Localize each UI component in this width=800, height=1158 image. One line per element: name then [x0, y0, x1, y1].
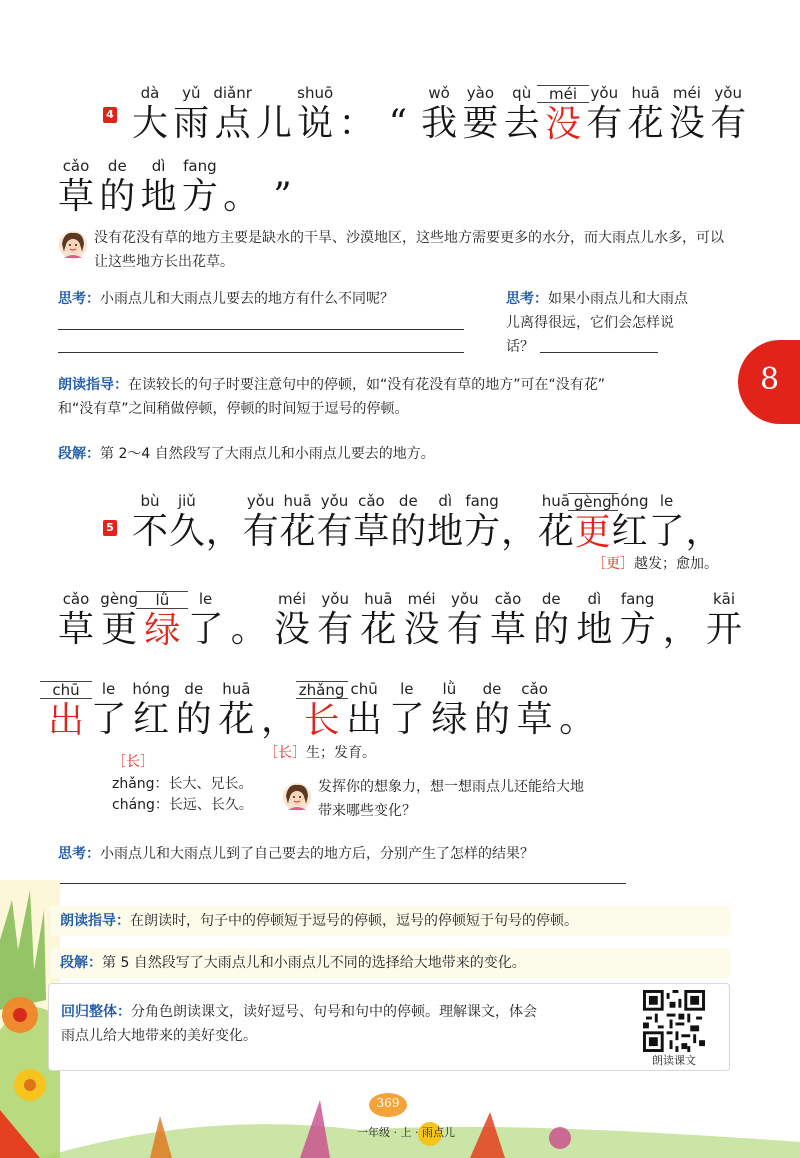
- pinyin: gèng: [100, 590, 139, 608]
- think-label: 思考：: [58, 846, 100, 862]
- hanzi: 雨: [173, 103, 210, 144]
- qr-caption: 朗读课文: [652, 1054, 696, 1067]
- hanzi: ，: [260, 699, 297, 740]
- hanzi: 花: [627, 103, 664, 144]
- pinyin: yǒu: [451, 590, 479, 608]
- girl-avatar-icon: [58, 230, 88, 260]
- polyphone-line: zhǎng：长大、兄长。: [112, 776, 253, 792]
- hanzi: 方: [181, 176, 218, 217]
- qr-code-icon[interactable]: [643, 990, 705, 1052]
- pinyin: fang: [183, 157, 217, 175]
- hanzi: 大: [131, 103, 168, 144]
- pinyin: méi: [407, 590, 436, 608]
- imagine-prompt: [318, 775, 584, 823]
- think-label: 思考：: [506, 291, 548, 307]
- pinyin: de: [482, 680, 502, 698]
- note-paragraph4: 没有花没有草的地方主要是缺水的干旱、沙漠地区，这些地方需要更多的水分，而大雨点儿水多，可以让这些地方长出花草。: [94, 230, 724, 270]
- gloss-tag: ［更］: [592, 556, 634, 572]
- reading-guide-label: 朗读指导：: [58, 377, 128, 393]
- girl-avatar-icon: [282, 782, 312, 812]
- segment-text: 第 2～4 自然段写了大雨点儿和小雨点儿要去的地方。: [100, 446, 435, 462]
- gloss-text: 生；发育。: [306, 745, 376, 761]
- hanzi: 更: [574, 512, 611, 553]
- hanzi: 绿: [431, 699, 468, 740]
- pinyin: kāi: [712, 590, 736, 608]
- hanzi: 的: [473, 699, 510, 740]
- pinyin: yǒu: [246, 492, 275, 510]
- pinyin: yǒu: [321, 590, 349, 608]
- summary-line: 分角色朗读课文，读好逗号、句号和句中的停顿。理解课文，体会: [131, 1004, 537, 1020]
- gloss-zhang: [264, 741, 376, 765]
- lesson-number-tab: 8: [738, 340, 800, 424]
- pinyin: gèng: [568, 493, 618, 511]
- pinyin: bù: [140, 492, 160, 510]
- pinyin: hóng: [610, 492, 649, 510]
- pinyin: cǎo: [521, 680, 548, 698]
- hanzi: 长: [303, 700, 340, 741]
- pinyin: yǔ: [182, 84, 201, 102]
- pinyin: fang: [465, 492, 499, 510]
- segment-summary-1: [58, 442, 435, 466]
- footer-title: 一年级 · 上 · 雨点儿: [357, 1126, 455, 1139]
- reading-guide-text: 在读较长的句子时要注意句中的停顿，如“没有花没有草的地方”可在“没有花”: [128, 377, 606, 393]
- hanzi: 花: [360, 609, 397, 650]
- pinyin: le: [659, 492, 674, 510]
- hanzi: 的: [99, 176, 136, 217]
- hanzi: 有: [710, 103, 747, 144]
- hanzi: 草: [489, 609, 526, 650]
- hanzi: 绿: [144, 610, 181, 651]
- hanzi: 草: [516, 699, 553, 740]
- hanzi: 的: [390, 511, 427, 552]
- pinyin: méi: [672, 84, 701, 102]
- page-number: 369: [376, 1096, 400, 1110]
- hanzi: 地: [576, 609, 613, 650]
- think-text: 话？: [506, 339, 534, 355]
- hanzi: 有: [317, 609, 354, 650]
- pinyin: [677, 492, 731, 510]
- pinyin: diǎnr: [213, 84, 252, 102]
- hanzi: 出: [47, 700, 84, 741]
- pinyin: dì: [587, 590, 602, 608]
- hanzi: 我: [421, 103, 458, 144]
- hanzi: 草: [353, 511, 390, 552]
- pinyin: lǜ: [442, 680, 457, 698]
- segment-summary-2-box: [50, 948, 730, 978]
- hanzi: 了: [648, 511, 685, 552]
- hanzi: 的: [533, 609, 570, 650]
- pinyin: yào: [466, 84, 495, 102]
- hanzi: 没: [273, 609, 310, 650]
- pinyin: cǎo: [62, 157, 90, 175]
- pinyin: de: [107, 157, 127, 175]
- paragraph-number-4: 4: [103, 107, 117, 123]
- pinyin: cǎo: [358, 492, 385, 510]
- hanzi: 久: [168, 511, 205, 552]
- imagine-line: 带来哪些变化？: [318, 803, 416, 819]
- think-text: 小雨点儿和大雨点儿要去的地方有什么不同呢？: [100, 291, 394, 307]
- gloss-geng: [592, 552, 718, 576]
- pinyin: dì: [151, 157, 166, 175]
- hanzi: 有: [446, 609, 483, 650]
- hanzi: 草: [57, 176, 94, 217]
- segment-label: 段解：: [58, 446, 100, 462]
- hanzi: 儿: [255, 103, 292, 144]
- pinyin: yǒu: [714, 84, 742, 102]
- hanzi: 没: [544, 104, 581, 145]
- pinyin: méi: [277, 590, 306, 608]
- pinyin: shuō: [297, 84, 334, 102]
- reading-guide-1: [58, 373, 738, 421]
- hanzi: 出: [346, 699, 383, 740]
- hanzi: 地: [140, 176, 177, 217]
- hanzi: 的: [175, 699, 212, 740]
- pinyin: jiǔ: [177, 492, 196, 510]
- ruby-character: [677, 492, 731, 554]
- segment-text: 第 5 自然段写了大雨点儿和小雨点儿不同的选择给大地带来的变化。: [102, 955, 526, 971]
- pinyin: cǎo: [494, 590, 522, 608]
- think-question-2: [506, 287, 736, 359]
- hanzi: 。: [559, 699, 596, 740]
- hanzi: 没: [668, 103, 705, 144]
- pinyin: dì: [438, 492, 453, 510]
- reading-guide-text: 和“没有草”之间稍做停顿，停顿的时间短于逗号的停顿。: [58, 401, 409, 417]
- pinyin: yǒu: [320, 492, 349, 510]
- ruby-character: [549, 680, 605, 742]
- hanzi: 不: [131, 511, 168, 552]
- hanzi: 红: [611, 511, 648, 552]
- summary-box: [48, 983, 730, 1071]
- hanzi: 了: [187, 609, 224, 650]
- hanzi: ：: [338, 103, 375, 144]
- hanzi: 花: [537, 511, 574, 552]
- pinyin: huā: [222, 680, 251, 698]
- hanzi: 去: [503, 103, 540, 144]
- pinyin: de: [184, 680, 204, 698]
- ruby-character: [696, 590, 752, 652]
- reading-guide-label: 朗读指导：: [60, 913, 130, 929]
- segment-label: 段解：: [60, 955, 102, 971]
- pinyin: [255, 157, 311, 175]
- hanzi: 没: [403, 609, 440, 650]
- ruby-character: [700, 84, 756, 146]
- pinyin: le: [400, 680, 414, 698]
- pinyin: le: [198, 590, 213, 608]
- polyphone-note: [112, 750, 253, 816]
- pinyin: fang: [620, 590, 655, 608]
- hanzi: ，: [500, 511, 537, 552]
- polyphone-line: cháng：长远、长久。: [112, 797, 253, 813]
- pinyin: chū: [40, 681, 92, 699]
- pinyin: le: [101, 680, 116, 698]
- hanzi: 红: [133, 699, 170, 740]
- hanzi: 开: [705, 609, 742, 650]
- hanzi: 草: [57, 609, 94, 650]
- think-question-1: [58, 287, 394, 311]
- hanzi: ，: [685, 511, 722, 552]
- answer-line[interactable]: [58, 329, 464, 330]
- hanzi: 地: [427, 511, 464, 552]
- answer-line[interactable]: [540, 352, 658, 353]
- pinyin: méi: [537, 85, 589, 103]
- pinyin: qù: [512, 84, 532, 102]
- think-question-3: [58, 842, 534, 866]
- pinyin: dà: [140, 84, 160, 102]
- hanzi: 点: [214, 103, 251, 144]
- think-text: 如果小雨点儿和大雨点: [548, 291, 688, 307]
- hanzi: 方: [619, 609, 656, 650]
- hanzi: 了: [90, 699, 127, 740]
- hanzi: 。: [230, 609, 267, 650]
- ruby-character: [255, 157, 311, 219]
- imagine-line: 发挥你的想象力，想一想雨点儿还能给大地: [318, 779, 584, 795]
- hanzi: 了: [388, 699, 425, 740]
- answer-line[interactable]: [58, 352, 464, 353]
- hanzi: 要: [462, 103, 499, 144]
- pinyin: cǎo: [62, 590, 90, 608]
- hanzi: “: [388, 103, 407, 144]
- hanzi: 方: [464, 511, 501, 552]
- hanzi: 有: [586, 103, 623, 144]
- pinyin: huā: [364, 590, 393, 608]
- hanzi: 花: [279, 511, 316, 552]
- pinyin: yǒu: [590, 84, 619, 102]
- pinyin: de: [541, 590, 561, 608]
- hanzi: 说: [297, 103, 334, 144]
- gloss-tag: ［长］: [264, 745, 306, 761]
- think-text: 小雨点儿和大雨点儿到了自己要去的地方后，分别产生了怎样的结果？: [100, 846, 534, 862]
- polyphone-tag: ［长］: [112, 754, 154, 770]
- hanzi: 有: [316, 511, 353, 552]
- pinyin: huā: [631, 84, 660, 102]
- hanzi: 花: [218, 699, 255, 740]
- pinyin: huā: [541, 492, 570, 510]
- hanzi: 有: [242, 511, 279, 552]
- pinyin: de: [398, 492, 418, 510]
- pinyin: zhǎng: [296, 681, 348, 699]
- pinyin: huā: [283, 492, 312, 510]
- hanzi: ”: [273, 176, 292, 217]
- gloss-text: 越发；愈加。: [634, 556, 718, 572]
- summary-label: 回归整体：: [61, 1004, 131, 1020]
- pinyin: wǒ: [428, 84, 450, 102]
- pinyin: [549, 680, 605, 698]
- summary-text: [61, 1000, 631, 1048]
- reading-guide-2-box: [50, 906, 730, 936]
- reading-guide-text: 在朗读时，句子中的停顿短于逗号的停顿，逗号的停顿短于句号的停顿。: [130, 913, 578, 929]
- think-label: 思考：: [58, 291, 100, 307]
- hanzi: 更: [101, 609, 138, 650]
- pinyin: chū: [350, 680, 378, 698]
- hanzi: ，: [205, 511, 242, 552]
- pinyin: hóng: [132, 680, 171, 698]
- think-text: 儿离得很远，它们会怎样说: [506, 315, 674, 331]
- hanzi: ，: [662, 609, 699, 650]
- summary-line: 雨点儿给大地带来的美好变化。: [61, 1028, 257, 1044]
- pinyin: lǜ: [136, 591, 188, 609]
- hanzi: 。: [223, 176, 260, 217]
- paragraph-number-5: 5: [103, 520, 117, 536]
